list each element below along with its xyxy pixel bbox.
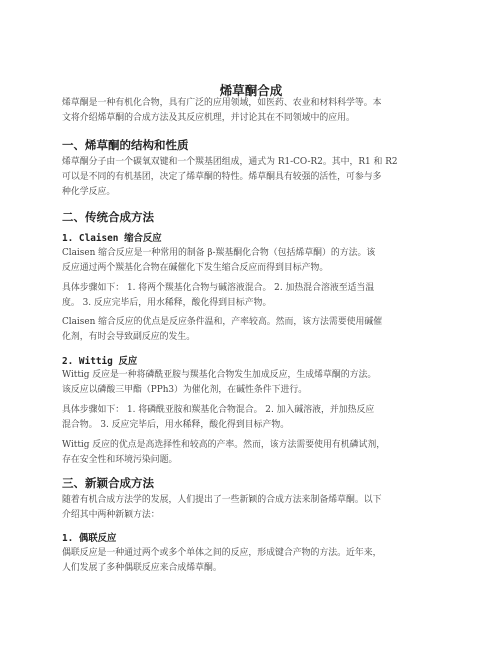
wittig-pros-cons-paragraph: [62, 438, 442, 468]
text-line: 偶联反应是一种通过两个或多个单体之间的反应，形成键合产物的方法。近年来，: [62, 548, 382, 558]
text-line: 种化学反应。: [62, 187, 116, 197]
text-line: 可以是不同的有机基团，决定了烯草酮的特性。烯草酮具有较强的活性，可参与多: [62, 172, 382, 182]
text-line: 烯草酮是一种有机化合物，具有广泛的应用领域，如医药、农业和材料科学等。本: [62, 98, 382, 108]
text-line: 化剂，有时会导致副反应的发生。: [62, 332, 196, 342]
structure-paragraph: [62, 155, 442, 200]
text-line: 具体步骤如下： 1. 将两个羰基化合物与碱溶液混合。 2. 加热混合溶液至适当温: [62, 283, 375, 293]
claisen-pros-cons-paragraph: [62, 315, 442, 345]
section-heading-novel: 三、新颖合成方法: [62, 476, 154, 490]
intro-paragraph: [62, 96, 442, 126]
text-line: 介绍其中两种新颖方法：: [62, 510, 160, 520]
text-line: 存在安全性和环境污染问题。: [62, 455, 178, 465]
text-line: 随着有机合成方法学的发展，人们提出了一些新颖的合成方法来制备烯草酮。以下: [62, 495, 382, 505]
wittig-steps-paragraph: [62, 403, 442, 433]
text-line: 反应通过两个羰基化合物在碱催化下发生缩合反应而得到目标产物。: [62, 263, 329, 273]
section-heading-structure: 一、烯草酮的结构和性质: [62, 138, 189, 152]
subsection-heading-wittig: 2. Wittig 反应: [62, 356, 138, 367]
text-line: 具体步骤如下： 1. 将磷酰亚胺和羰基化合物混合。 2. 加入碱溶液，并加热反应: [62, 405, 375, 415]
coupling-paragraph: [62, 546, 442, 576]
text-line: 混合物。 3. 反应完毕后，用水稀释，酸化得到目标产物。: [62, 420, 290, 430]
text-line: 度。 3. 反应完毕后，用水稀释，酸化得到目标产物。: [62, 298, 272, 308]
text-line: 文将介绍烯草酮的合成方法及其反应机理，并讨论其在不同领域中的应用。: [62, 113, 355, 123]
wittig-intro-paragraph: [62, 368, 442, 398]
novel-intro-paragraph: [62, 493, 442, 523]
text-line: 烯草酮分子由一个碳氧双键和一个羰基团组成，通式为 R1-CO-R2。其中，R1 和 R2: [62, 157, 398, 167]
text-line: Wittig 反应的优点是高选择性和较高的产率。然而，该方法需要使用有机磷试剂，: [62, 440, 386, 450]
subsection-heading-coupling: 1. 偶联反应: [62, 533, 117, 544]
subsection-heading-claisen: 1. Claisen 缩合反应: [62, 233, 162, 244]
claisen-steps-paragraph: [62, 281, 442, 311]
section-heading-traditional: 二、传统合成方法: [62, 210, 154, 224]
text-line: 人们发展了多种偶联反应来合成烯草酮。: [62, 563, 222, 573]
text-line: Claisen 缩合反应的优点是反应条件温和，产率较高。然而，该方法需要使用碱催: [62, 317, 383, 327]
claisen-intro-paragraph: [62, 246, 442, 276]
text-line: Wittig 反应是一种将磷酰亚胺与羰基化合物发生加成反应，生成烯草酮的方法。: [62, 370, 377, 380]
text-line: 该反应以磷酸三甲酯（PPh3）为催化剂，在碱性条件下进行。: [62, 385, 308, 395]
text-line: Claisen 缩合反应是一种常用的制备 β-羰基酮化合物（包括烯草酮）的方法。该: [62, 248, 376, 258]
document-title: 烯草酮合成: [219, 83, 283, 98]
